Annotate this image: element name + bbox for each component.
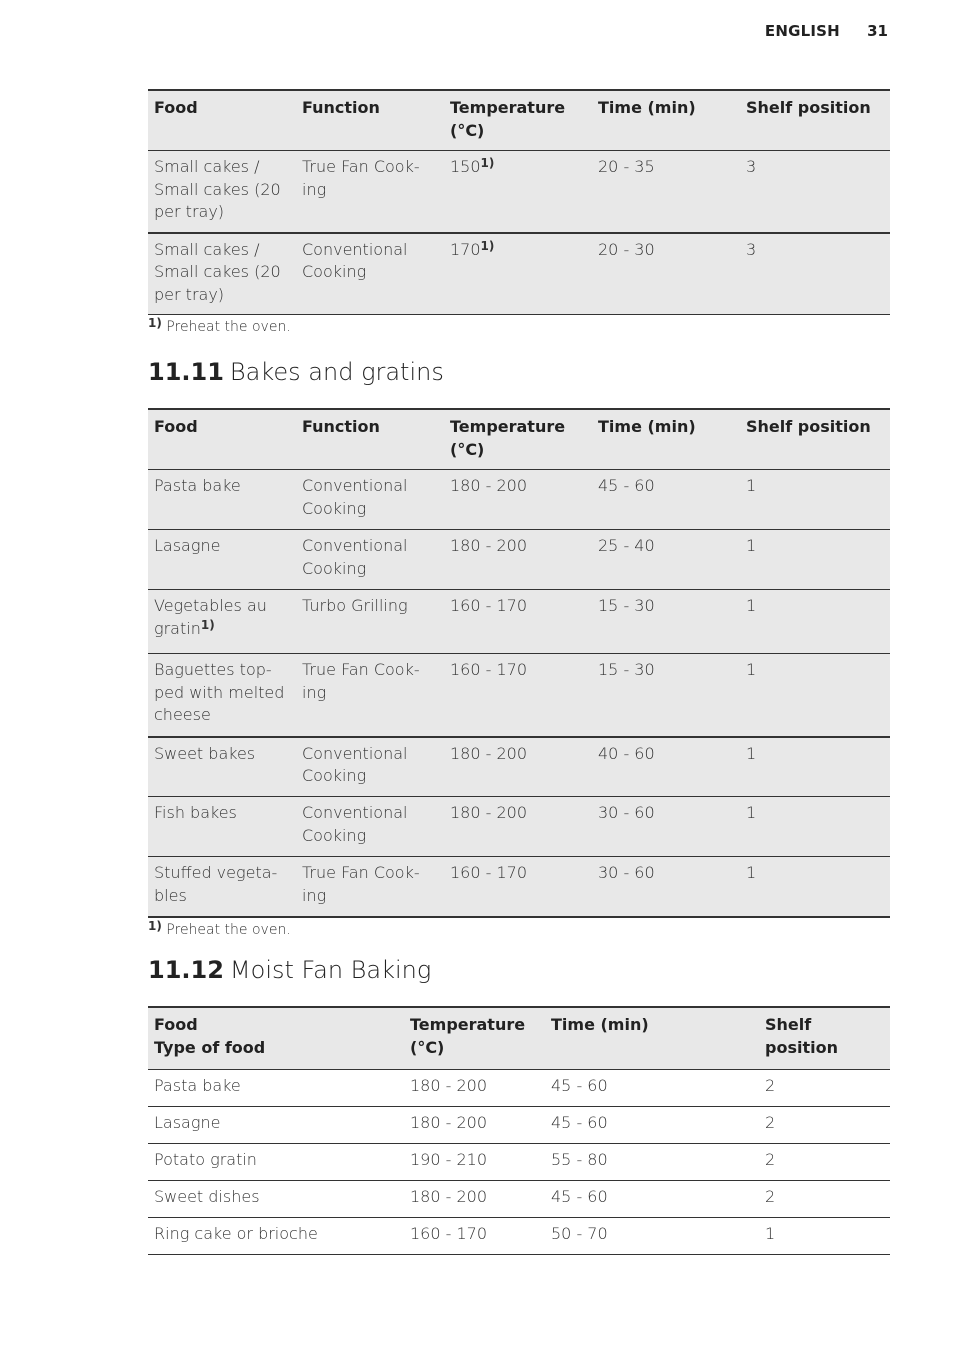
footnote-mark: 1) (148, 918, 162, 933)
cell-shelf: 1 (759, 1218, 890, 1255)
cell-shelf: 1 (740, 797, 890, 857)
header-food-label: Food (154, 1015, 198, 1034)
cell-temperature: 180 - 200 (404, 1070, 545, 1107)
table-header-row (148, 90, 890, 151)
table-row (148, 857, 890, 917)
table-row (148, 233, 890, 315)
column-header-temperature: Temperature (°C) (444, 90, 592, 151)
cell-food: Fish bakes (148, 797, 296, 857)
table-row (148, 1107, 890, 1144)
cell-food: Potato gratin (148, 1144, 404, 1181)
footnote-ref: 1) (480, 156, 495, 170)
column-header-food: Food (148, 409, 296, 470)
cell-food: Lasagne (148, 530, 296, 590)
section-number: 11.11 (148, 358, 224, 386)
cell-food: Ring cake or brioche (148, 1218, 404, 1255)
section-heading-moist-fan (148, 956, 431, 984)
cell-time: 45 - 60 (545, 1107, 759, 1144)
cell-shelf: 1 (740, 857, 890, 917)
footnote-text: Preheat the oven. (166, 319, 291, 335)
table-row (148, 470, 890, 530)
cell-time: 15 - 30 (592, 654, 740, 737)
table-row (148, 1070, 890, 1107)
header-type-label: Type of food (154, 1037, 266, 1057)
cell-shelf: 2 (759, 1070, 890, 1107)
cell-food (148, 590, 296, 654)
cell-food: Baguettes top-ped with melted cheese (148, 654, 296, 737)
table-row (148, 797, 890, 857)
footnote-text: Preheat the oven. (166, 921, 291, 938)
table-row (148, 1181, 890, 1218)
small-cakes-table-block (148, 89, 890, 335)
table-footnote (148, 316, 890, 335)
cell-time: 45 - 60 (592, 470, 740, 530)
temperature-value: 150 (450, 157, 481, 176)
cell-function: Conventional Cooking (296, 233, 444, 315)
cell-function: True Fan Cook-ing (296, 654, 444, 737)
cell-temperature: 180 - 200 (444, 797, 592, 857)
cell-time: 40 - 60 (592, 737, 740, 797)
column-header-function: Function (296, 409, 444, 470)
column-header-time: Time (min) (592, 90, 740, 151)
table-row (148, 151, 890, 233)
section-title-text: Bakes and gratins (229, 358, 444, 386)
column-header-shelf: Shelf position (740, 90, 890, 151)
cell-food: Sweet dishes (148, 1181, 404, 1218)
cell-temperature: 190 - 210 (404, 1144, 545, 1181)
cell-function: Conventional Cooking (296, 530, 444, 590)
cell-shelf: 2 (759, 1181, 890, 1218)
temperature-value: 170 (450, 239, 481, 259)
cell-function: True Fan Cook-ing (296, 151, 444, 233)
cell-shelf: 1 (740, 590, 890, 654)
cell-time: 25 - 40 (592, 530, 740, 590)
page-header (765, 22, 888, 40)
column-header-temperature: Temperature (°C) (444, 409, 592, 470)
cell-temperature: 160 - 170 (444, 857, 592, 917)
cell-shelf: 1 (740, 530, 890, 590)
cell-function: True Fan Cook-ing (296, 857, 444, 917)
table-row (148, 1218, 890, 1255)
cell-time: 20 - 35 (592, 151, 740, 233)
column-header-shelf: Shelf position (759, 1007, 890, 1070)
cell-shelf: 1 (740, 654, 890, 737)
cell-function: Conventional Cooking (296, 737, 444, 797)
section-heading-bakes (148, 358, 444, 386)
section-title-text: Moist Fan Baking (229, 956, 432, 984)
cell-food: Lasagne (148, 1107, 404, 1144)
cell-shelf: 2 (759, 1107, 890, 1144)
table-footnote (148, 918, 890, 938)
table-row (148, 530, 890, 590)
bakes-gratins-table (148, 408, 890, 918)
cell-shelf: 2 (759, 1144, 890, 1181)
cell-time: 45 - 60 (545, 1070, 759, 1107)
table-row (148, 590, 890, 654)
cell-food: Stuffed vegeta-bles (148, 857, 296, 917)
cell-time: 50 - 70 (545, 1218, 759, 1255)
cell-function: Turbo Grilling (296, 590, 444, 654)
cell-shelf: 1 (740, 737, 890, 797)
cell-food: Pasta bake (148, 470, 296, 530)
cell-function: Conventional Cooking (296, 470, 444, 530)
footnote-ref: 1) (480, 238, 495, 253)
cell-temperature: 160 - 170 (404, 1218, 545, 1255)
moist-fan-table (148, 1006, 890, 1255)
cell-time: 20 - 30 (592, 233, 740, 315)
food-name: Vegetables au gratin (154, 596, 267, 638)
table-header-row (148, 409, 890, 470)
cell-time: 30 - 60 (592, 857, 740, 917)
cell-shelf: 3 (740, 151, 890, 233)
footnote-ref: 1) (200, 617, 215, 632)
table-header-row (148, 1007, 890, 1070)
header-language: ENGLISH (764, 22, 840, 40)
cell-temperature: 180 - 200 (404, 1107, 545, 1144)
section-number: 11.12 (148, 956, 224, 984)
cell-food: Sweet bakes (148, 737, 296, 797)
cell-temperature (444, 151, 592, 233)
column-header-function: Function (296, 90, 444, 151)
small-cakes-table (148, 89, 890, 315)
moist-fan-table-block (148, 1006, 890, 1255)
column-header-food (148, 1007, 404, 1070)
footnote-mark: 1) (148, 316, 162, 330)
column-header-time: Time (min) (545, 1007, 759, 1070)
bakes-gratins-table-block (148, 408, 890, 938)
cell-time: 15 - 30 (592, 590, 740, 654)
cell-time: 55 - 80 (545, 1144, 759, 1181)
cell-temperature: 180 - 200 (444, 530, 592, 590)
table-row (148, 654, 890, 737)
table-row (148, 1144, 890, 1181)
cell-temperature: 180 - 200 (444, 737, 592, 797)
cell-temperature: 180 - 200 (444, 470, 592, 530)
table-row (148, 737, 890, 797)
page-number: 31 (867, 22, 888, 40)
cell-time: 45 - 60 (545, 1181, 759, 1218)
cell-temperature (444, 233, 592, 315)
column-header-time: Time (min) (592, 409, 740, 470)
cell-shelf: 3 (740, 233, 890, 315)
column-header-shelf: Shelf position (740, 409, 890, 470)
cell-food: Pasta bake (148, 1070, 404, 1107)
cell-time: 30 - 60 (592, 797, 740, 857)
column-header-temperature: Temperature (°C) (404, 1007, 545, 1070)
cell-function: Conventional Cooking (296, 797, 444, 857)
cell-temperature: 160 - 170 (444, 590, 592, 654)
cell-temperature: 180 - 200 (404, 1181, 545, 1218)
cell-food: Small cakes / Small cakes (20 per tray) (148, 151, 296, 233)
cell-shelf: 1 (740, 470, 890, 530)
cell-temperature: 160 - 170 (444, 654, 592, 737)
column-header-food: Food (148, 90, 296, 151)
cell-food: Small cakes / Small cakes (20 per tray) (148, 233, 296, 315)
